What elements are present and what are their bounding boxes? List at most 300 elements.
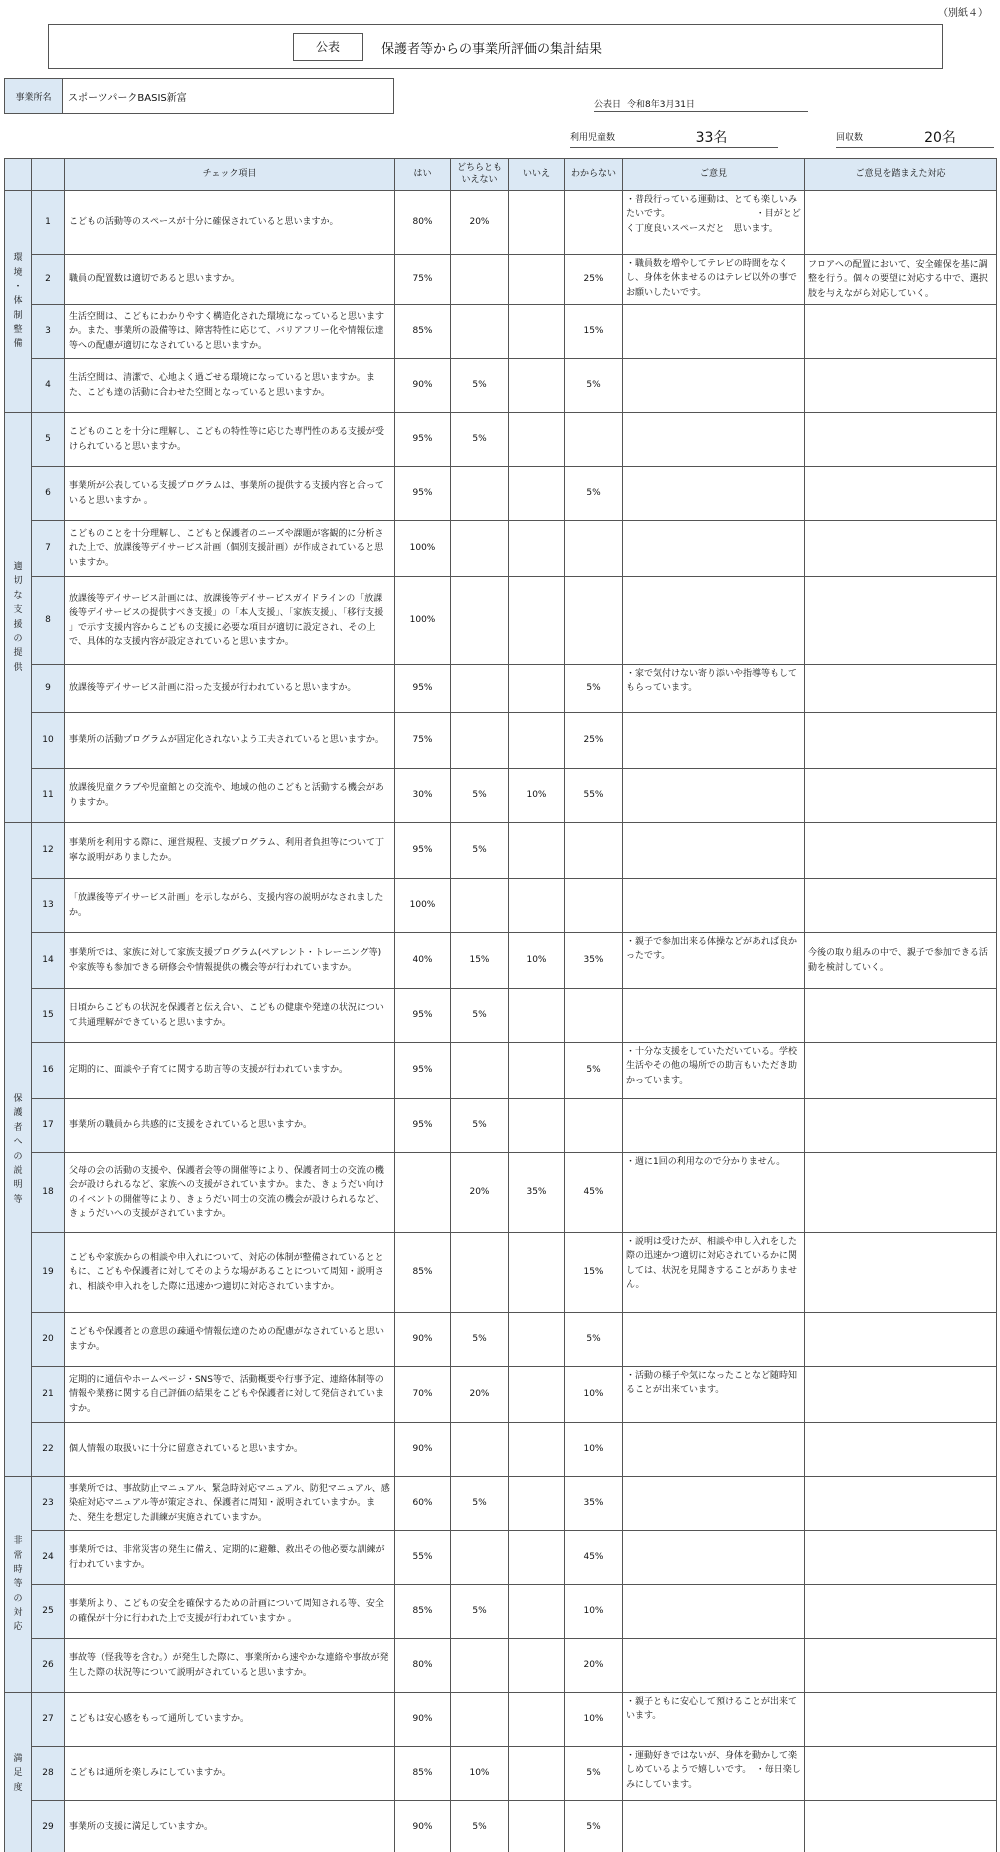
- unknown-percent: 55%: [565, 769, 623, 823]
- check-item: 「放課後等デイサービス計画」を示しながら、支援内容の説明がなされましたか。: [65, 879, 395, 933]
- opinion-text: ・週に1回の利用なので分かりません。: [626, 1157, 786, 1167]
- neutral-percent: 20%: [451, 1153, 509, 1233]
- unknown-percent: 45%: [565, 1153, 623, 1233]
- yes-percent: 80%: [395, 191, 451, 255]
- check-item: 放課後児童クラブや児童館との交流や、地域の他のこどもと活動する機会がありますか。: [65, 769, 395, 823]
- response-text: [805, 1153, 997, 1233]
- neutral-percent: 10%: [451, 1747, 509, 1801]
- table-row: [5, 1477, 997, 1531]
- row-number: 7: [32, 521, 65, 577]
- yes-percent: 90%: [395, 1801, 451, 1852]
- no-percent: [509, 713, 565, 769]
- publication-label: 公表日: [594, 100, 622, 110]
- publication-date-line: [594, 96, 808, 112]
- response-text: 今後の取り組みの中で、親子で参加できる活動を検討していく。: [805, 933, 997, 989]
- no-percent: [509, 413, 565, 467]
- response-text: [805, 713, 997, 769]
- response-text: [805, 467, 997, 521]
- no-percent: [509, 467, 565, 521]
- neutral-percent: 5%: [451, 1477, 509, 1531]
- users-count-line: [570, 126, 778, 148]
- response-text: [805, 1585, 997, 1639]
- response-text: [805, 521, 997, 577]
- check-item: 日頃からこどもの状況を保護者と伝え合い、こどもの健康や発達の状況について共通理解ができていると思いますか。: [65, 989, 395, 1043]
- no-percent: [509, 1233, 565, 1313]
- table-row: [5, 1801, 997, 1852]
- header-opinion: ご意見: [623, 159, 805, 191]
- check-item: 放課後等デイサービス計画には、放課後等デイサービスガイドラインの「放課後等デイサービスの提供すべき支援」の「本人支援」、「家族支援」、「移行支援 」で示す支援内容からこどもの支援に必要な項目が適切に設定され、その上で、具体的な支援内容が設定されていると思いますか。: [65, 577, 395, 665]
- yes-percent: 85%: [395, 305, 451, 359]
- table-row: [5, 1367, 997, 1423]
- check-item: 定期的に通信やホームページ・SNS等で、活動概要や行事予定、連絡体制等の情報や業務に関する自己評価の結果をこどもや保護者に対して発信されていますか。: [65, 1367, 395, 1423]
- response-text: [805, 1313, 997, 1367]
- row-number: 10: [32, 713, 65, 769]
- no-percent: 35%: [509, 1153, 565, 1233]
- response-text: [805, 1367, 997, 1423]
- yes-percent: 95%: [395, 1099, 451, 1153]
- row-number: 22: [32, 1423, 65, 1477]
- check-item: 生活空間は、こどもにわかりやすく構造化された環境になっていると思いますか。また、事業所の設備等は、障害特性に応じて、バリアフリー化や情報伝達等への配慮が適切になされていると思いますか。: [65, 305, 395, 359]
- neutral-percent: [451, 1693, 509, 1747]
- response-text: [805, 305, 997, 359]
- no-percent: [509, 823, 565, 879]
- row-number: 11: [32, 769, 65, 823]
- response-text: [805, 1531, 997, 1585]
- yes-percent: 75%: [395, 255, 451, 305]
- neutral-percent: [451, 1423, 509, 1477]
- table-header-row: [5, 159, 997, 191]
- row-number: 24: [32, 1531, 65, 1585]
- header-unknown: わからない: [565, 159, 623, 191]
- unknown-percent: 45%: [565, 1531, 623, 1585]
- unknown-percent: 5%: [565, 1801, 623, 1852]
- opinion-cell: [623, 665, 805, 713]
- neutral-percent: [451, 1639, 509, 1693]
- opinion-cell: [623, 255, 805, 305]
- unknown-percent: 20%: [565, 1639, 623, 1693]
- table-row: [5, 413, 997, 467]
- users-value: 33名: [695, 129, 728, 146]
- unknown-percent: 5%: [565, 1747, 623, 1801]
- category-label: 満 足 度: [5, 1693, 32, 1852]
- header-check-item: チェック項目: [65, 159, 395, 191]
- check-item: 定期的に、面談や子育てに関する助言等の支援が行われていますか。: [65, 1043, 395, 1099]
- row-number: 18: [32, 1153, 65, 1233]
- opinion-cell: [623, 1313, 805, 1367]
- yes-percent: 90%: [395, 1313, 451, 1367]
- check-item: こどもや保護者との意思の疎通や情報伝達のための配慮がなされていると思いますか。: [65, 1313, 395, 1367]
- yes-percent: 100%: [395, 879, 451, 933]
- check-item: こどものことを十分理解し、こどもと保護者のニーズや課題が客観的に分析された上で、放課後等デイサービス計画（個別支援計画）が作成されていると思いますか。: [65, 521, 395, 577]
- unknown-percent: [565, 521, 623, 577]
- row-number: 26: [32, 1639, 65, 1693]
- opinion-cell: [623, 577, 805, 665]
- unknown-percent: 5%: [565, 467, 623, 521]
- yes-percent: 95%: [395, 467, 451, 521]
- office-box: [4, 78, 394, 114]
- category-label: 保 護 者 へ の 説 明 等: [5, 823, 32, 1477]
- response-text: [805, 1639, 997, 1693]
- check-item: 事業所の活動プログラムが固定化されないよう工夫されていると思いますか。: [65, 713, 395, 769]
- neutral-percent: [451, 665, 509, 713]
- unknown-percent: [565, 823, 623, 879]
- opinion-cell: [623, 1423, 805, 1477]
- no-percent: [509, 879, 565, 933]
- unknown-percent: 5%: [565, 1313, 623, 1367]
- responses-label: 回収数: [836, 133, 864, 143]
- response-text: [805, 1043, 997, 1099]
- table-row: [5, 1693, 997, 1747]
- response-text: [805, 577, 997, 665]
- opinion-cell: [623, 191, 805, 255]
- opinion-cell: [623, 359, 805, 413]
- no-percent: [509, 1477, 565, 1531]
- response-text: [805, 1693, 997, 1747]
- table-body: [5, 191, 997, 1852]
- no-percent: [509, 1801, 565, 1852]
- neutral-percent: [451, 577, 509, 665]
- check-item: 事業所の支援に満足していますか。: [65, 1801, 395, 1852]
- unknown-percent: 25%: [565, 255, 623, 305]
- neutral-percent: 5%: [451, 1585, 509, 1639]
- yes-percent: 30%: [395, 769, 451, 823]
- yes-percent: 95%: [395, 665, 451, 713]
- opinion-cell: [623, 1531, 805, 1585]
- response-text: [805, 1099, 997, 1153]
- header-response: ご意見を踏まえた対応: [805, 159, 997, 191]
- row-number: 27: [32, 1693, 65, 1747]
- opinion-text: ・十分な支援をしていただいている。学校生活やその他の場所での助言もいただき助かっています。: [626, 1047, 798, 1086]
- neutral-percent: [451, 879, 509, 933]
- table-row: [5, 467, 997, 521]
- opinion-cell: [623, 413, 805, 467]
- check-item: 父母の会の活動の支援や、保護者会等の開催等により、保護者同士の交流の機会が設けられるなど、家族への支援がされていますか。また、きょうだい向けのイベントの開催等により、きょうだい同士の交流の機会が設けられるなど、きょうだいへの支援がされていますか。: [65, 1153, 395, 1233]
- no-percent: [509, 577, 565, 665]
- table-row: [5, 1099, 997, 1153]
- yes-percent: [395, 1153, 451, 1233]
- table-row: [5, 1153, 997, 1233]
- opinion-cell: [623, 1233, 805, 1313]
- response-text: [805, 1423, 997, 1477]
- opinion-text: ・親子ともに安心して預けることが出来ています。: [626, 1697, 798, 1722]
- users-label: 利用児童数: [570, 133, 616, 143]
- unknown-percent: 10%: [565, 1693, 623, 1747]
- neutral-percent: [451, 255, 509, 305]
- neutral-percent: 5%: [451, 359, 509, 413]
- neutral-percent: 5%: [451, 989, 509, 1043]
- neutral-percent: 5%: [451, 1099, 509, 1153]
- opinion-cell: [623, 989, 805, 1043]
- neutral-percent: 5%: [451, 823, 509, 879]
- row-number: 1: [32, 191, 65, 255]
- header-no: いいえ: [509, 159, 565, 191]
- yes-percent: 55%: [395, 1531, 451, 1585]
- no-percent: [509, 359, 565, 413]
- no-percent: 10%: [509, 933, 565, 989]
- check-item: 事業所が公表している支援プログラムは、事業所の提供する支援内容と合っていると思いますか 。: [65, 467, 395, 521]
- unknown-percent: [565, 413, 623, 467]
- opinion-text: ・職員数を増やしてテレビの時間をなくし、身体を休ませるのはテレビ以外の事でお願いしたいです。: [626, 259, 797, 298]
- annex-label: （別紙４）: [938, 8, 988, 19]
- yes-percent: 75%: [395, 713, 451, 769]
- check-item: 事業所では、非常災害の発生に備え、定期的に避難、救出その他必要な訓練が行われていますか。: [65, 1531, 395, 1585]
- yes-percent: 85%: [395, 1747, 451, 1801]
- neutral-percent: [451, 713, 509, 769]
- table-row: [5, 1639, 997, 1693]
- no-percent: [509, 1747, 565, 1801]
- unknown-percent: 5%: [565, 1043, 623, 1099]
- table-row: [5, 1313, 997, 1367]
- row-number: 19: [32, 1233, 65, 1313]
- neutral-percent: [451, 467, 509, 521]
- header-category: [5, 159, 32, 191]
- no-percent: [509, 989, 565, 1043]
- check-item: 事業所を利用する際に、運営規程、支援プログラム、利用者負担等について丁寧な説明がありましたか。: [65, 823, 395, 879]
- no-percent: [509, 1531, 565, 1585]
- response-text: [805, 1747, 997, 1801]
- opinion-text: ・親子で参加出来る体操などがあれば良かったです。: [626, 937, 798, 962]
- check-item: こどもは安心感をもって通所していますか。: [65, 1693, 395, 1747]
- opinion-cell: [623, 713, 805, 769]
- no-percent: [509, 1693, 565, 1747]
- yes-percent: 70%: [395, 1367, 451, 1423]
- evaluation-table: [4, 158, 997, 1852]
- response-text: [805, 1477, 997, 1531]
- yes-percent: 95%: [395, 413, 451, 467]
- neutral-percent: 15%: [451, 933, 509, 989]
- table-row: [5, 879, 997, 933]
- office-name: スポーツパークBASIS新富: [68, 92, 187, 104]
- check-item: 事故等（怪我等を含む。）が発生した際に、事業所から速やかな連絡や事故が発生した際の状況等について説明がされていると思いますか。: [65, 1639, 395, 1693]
- no-percent: [509, 665, 565, 713]
- opinion-cell: [623, 1099, 805, 1153]
- unknown-percent: 35%: [565, 933, 623, 989]
- yes-percent: 90%: [395, 359, 451, 413]
- neutral-percent: [451, 521, 509, 577]
- check-item: 事業所では、家族に対して家族支援プログラム(ペアレント・トレーニング等)や家族等も参加できる研修会や情報提供の機会等が行われていますか。: [65, 933, 395, 989]
- row-number: 29: [32, 1801, 65, 1852]
- unknown-percent: 25%: [565, 713, 623, 769]
- neutral-percent: 5%: [451, 1313, 509, 1367]
- neutral-percent: 20%: [451, 1367, 509, 1423]
- row-number: 4: [32, 359, 65, 413]
- opinion-cell: [623, 769, 805, 823]
- response-text: フロアへの配置において、安全確保を基に調整を行う。個々の要望に対応する中で、選択肢を与えながら対応していく。: [805, 255, 997, 305]
- no-percent: [509, 255, 565, 305]
- opinion-cell: [623, 1585, 805, 1639]
- unknown-percent: [565, 191, 623, 255]
- no-percent: 10%: [509, 769, 565, 823]
- opinion-cell: [623, 1477, 805, 1531]
- row-number: 25: [32, 1585, 65, 1639]
- table-row: [5, 191, 997, 255]
- yes-percent: 90%: [395, 1423, 451, 1477]
- neutral-percent: [451, 305, 509, 359]
- table-row: [5, 359, 997, 413]
- row-number: 6: [32, 467, 65, 521]
- neutral-percent: 20%: [451, 191, 509, 255]
- row-number: 14: [32, 933, 65, 989]
- no-percent: [509, 1043, 565, 1099]
- publication-date: 令和8年3月31日: [627, 100, 695, 110]
- yes-percent: 85%: [395, 1585, 451, 1639]
- response-text: [805, 665, 997, 713]
- no-percent: [509, 1313, 565, 1367]
- yes-percent: 90%: [395, 1693, 451, 1747]
- unknown-percent: [565, 989, 623, 1043]
- row-number: 9: [32, 665, 65, 713]
- no-percent: [509, 1367, 565, 1423]
- unknown-percent: 5%: [565, 665, 623, 713]
- check-item: 職員の配置数は適切であると思いますか。: [65, 255, 395, 305]
- unknown-percent: 5%: [565, 359, 623, 413]
- response-text: [805, 1801, 997, 1852]
- table-row: [5, 1531, 997, 1585]
- table-row: [5, 1233, 997, 1313]
- unknown-percent: [565, 879, 623, 933]
- table-row: [5, 933, 997, 989]
- table-row: [5, 521, 997, 577]
- row-number: 17: [32, 1099, 65, 1153]
- public-tag: 公表: [293, 33, 363, 61]
- neutral-percent: 5%: [451, 769, 509, 823]
- neutral-percent: [451, 1043, 509, 1099]
- response-text: [805, 823, 997, 879]
- opinion-cell: [623, 1639, 805, 1693]
- office-label: 事業所名: [5, 79, 63, 113]
- yes-percent: 85%: [395, 1233, 451, 1313]
- no-percent: [509, 191, 565, 255]
- neutral-percent: [451, 1233, 509, 1313]
- yes-percent: 100%: [395, 521, 451, 577]
- table-row: [5, 665, 997, 713]
- opinion-cell: [623, 933, 805, 989]
- table-row: [5, 255, 997, 305]
- row-number: 20: [32, 1313, 65, 1367]
- neutral-percent: 5%: [451, 1801, 509, 1852]
- response-text: [805, 359, 997, 413]
- responses-value: 20名: [924, 129, 956, 146]
- opinion-cell: [623, 521, 805, 577]
- check-item: こどものことを十分に理解し、こどもの特性等に応じた専門性のある支援が受けられていると思いますか。: [65, 413, 395, 467]
- opinion-cell: [623, 305, 805, 359]
- row-number: 23: [32, 1477, 65, 1531]
- unknown-percent: [565, 577, 623, 665]
- check-item: こどもは通所を楽しみにしていますか。: [65, 1747, 395, 1801]
- opinion-cell: [623, 467, 805, 521]
- opinion-cell: [623, 1043, 805, 1099]
- yes-percent: 40%: [395, 933, 451, 989]
- title-frame: [48, 24, 943, 69]
- table-row: [5, 1585, 997, 1639]
- category-label: 非 常 時 等 の 対 応: [5, 1477, 32, 1693]
- check-item: 個人情報の取扱いに十分に留意されていると思いますか。: [65, 1423, 395, 1477]
- table-row: [5, 1043, 997, 1099]
- table-row: [5, 1423, 997, 1477]
- unknown-percent: 15%: [565, 1233, 623, 1313]
- check-item: 事業所では、事故防止マニュアル、緊急時対応マニュアル、防犯マニュアル、感染症対応マニュアル等が策定され、保護者に周知・説明されていますか。また、発生を想定した訓練が実施されていますか。: [65, 1477, 395, 1531]
- check-item: 生活空間は、清潔で、心地よく過ごせる環境になっていると思いますか。また、こども達の活動に合わせた空間となっていると思いますか。: [65, 359, 395, 413]
- table-row: [5, 577, 997, 665]
- header-number: [32, 159, 65, 191]
- row-number: 21: [32, 1367, 65, 1423]
- row-number: 12: [32, 823, 65, 879]
- no-percent: [509, 305, 565, 359]
- unknown-percent: [565, 1099, 623, 1153]
- response-text: [805, 1233, 997, 1313]
- unknown-percent: 35%: [565, 1477, 623, 1531]
- category-label: 適 切 な 支 援 の 提 供: [5, 413, 32, 823]
- opinion-cell: [623, 1801, 805, 1852]
- opinion-text: ・家で気付けない寄り添いや指導等もしてもらっています。: [626, 669, 798, 694]
- opinion-cell: [623, 823, 805, 879]
- yes-percent: 95%: [395, 823, 451, 879]
- check-item: 事業所より、こどもの安全を確保するための計画について周知される等、安全の確保が十分に行われた上で支援が行われていますか 。: [65, 1585, 395, 1639]
- unknown-percent: 10%: [565, 1367, 623, 1423]
- responses-count-line: [836, 126, 994, 148]
- no-percent: [509, 1639, 565, 1693]
- opinion-cell: [623, 879, 805, 933]
- opinion-cell: [623, 1747, 805, 1801]
- no-percent: [509, 1099, 565, 1153]
- opinion-cell: [623, 1693, 805, 1747]
- check-item: こどもや家族からの相談や申入れについて、対応の体制が整備されているとともに、こどもや保護者に対してそのような場があることについて周知・説明され、相談や申入れをした際に迅速かつ適切に対応されていますか。: [65, 1233, 395, 1313]
- table-row: [5, 989, 997, 1043]
- response-text: [805, 191, 997, 255]
- table-row: [5, 713, 997, 769]
- unknown-percent: 10%: [565, 1423, 623, 1477]
- header-neutral: どちらとも いえない: [451, 159, 509, 191]
- row-number: 5: [32, 413, 65, 467]
- no-percent: [509, 1423, 565, 1477]
- row-number: 15: [32, 989, 65, 1043]
- table-row: [5, 1747, 997, 1801]
- opinion-text: ・運動好きではないが、身体を動かして楽しめているようで嬉しいです。 ・毎日楽しみにしています。: [626, 1751, 801, 1790]
- yes-percent: 60%: [395, 1477, 451, 1531]
- row-number: 3: [32, 305, 65, 359]
- unknown-percent: 15%: [565, 305, 623, 359]
- response-text: [805, 989, 997, 1043]
- opinion-text: ・説明は受けたが、相談や申し入れをした際の迅速かつ適切に対応されているかに関しては、状況を見聞きすることがありません。: [626, 1237, 798, 1291]
- neutral-percent: [451, 1531, 509, 1585]
- row-number: 2: [32, 255, 65, 305]
- page-title: 保護者等からの事業所評価の集計結果: [381, 42, 603, 57]
- opinion-cell: [623, 1367, 805, 1423]
- row-number: 16: [32, 1043, 65, 1099]
- check-item: 事業所の職員から共感的に支援をされていると思いますか。: [65, 1099, 395, 1153]
- table-row: [5, 305, 997, 359]
- category-label: 環 境 ・ 体 制 整 備: [5, 191, 32, 413]
- opinion-cell: [623, 1153, 805, 1233]
- table-row: [5, 823, 997, 879]
- row-number: 8: [32, 577, 65, 665]
- opinion-text: ・活動の様子や気になったことなど随時知ることが出来ています。: [626, 1371, 798, 1396]
- response-text: [805, 413, 997, 467]
- unknown-percent: 10%: [565, 1585, 623, 1639]
- yes-percent: 100%: [395, 577, 451, 665]
- check-item: 放課後等デイサービス計画に沿った支援が行われていると思いますか。: [65, 665, 395, 713]
- table-row: [5, 769, 997, 823]
- yes-percent: 80%: [395, 1639, 451, 1693]
- row-number: 28: [32, 1747, 65, 1801]
- opinion-text: ・普段行っている運動は、とても楽しいみたいです。 ・目がとどく丁度良いスペースだと 思います。: [626, 195, 801, 234]
- check-item: こどもの活動等のスペースが十分に確保されていると思いますか。: [65, 191, 395, 255]
- response-text: [805, 769, 997, 823]
- no-percent: [509, 521, 565, 577]
- response-text: [805, 879, 997, 933]
- neutral-percent: 5%: [451, 413, 509, 467]
- no-percent: [509, 1585, 565, 1639]
